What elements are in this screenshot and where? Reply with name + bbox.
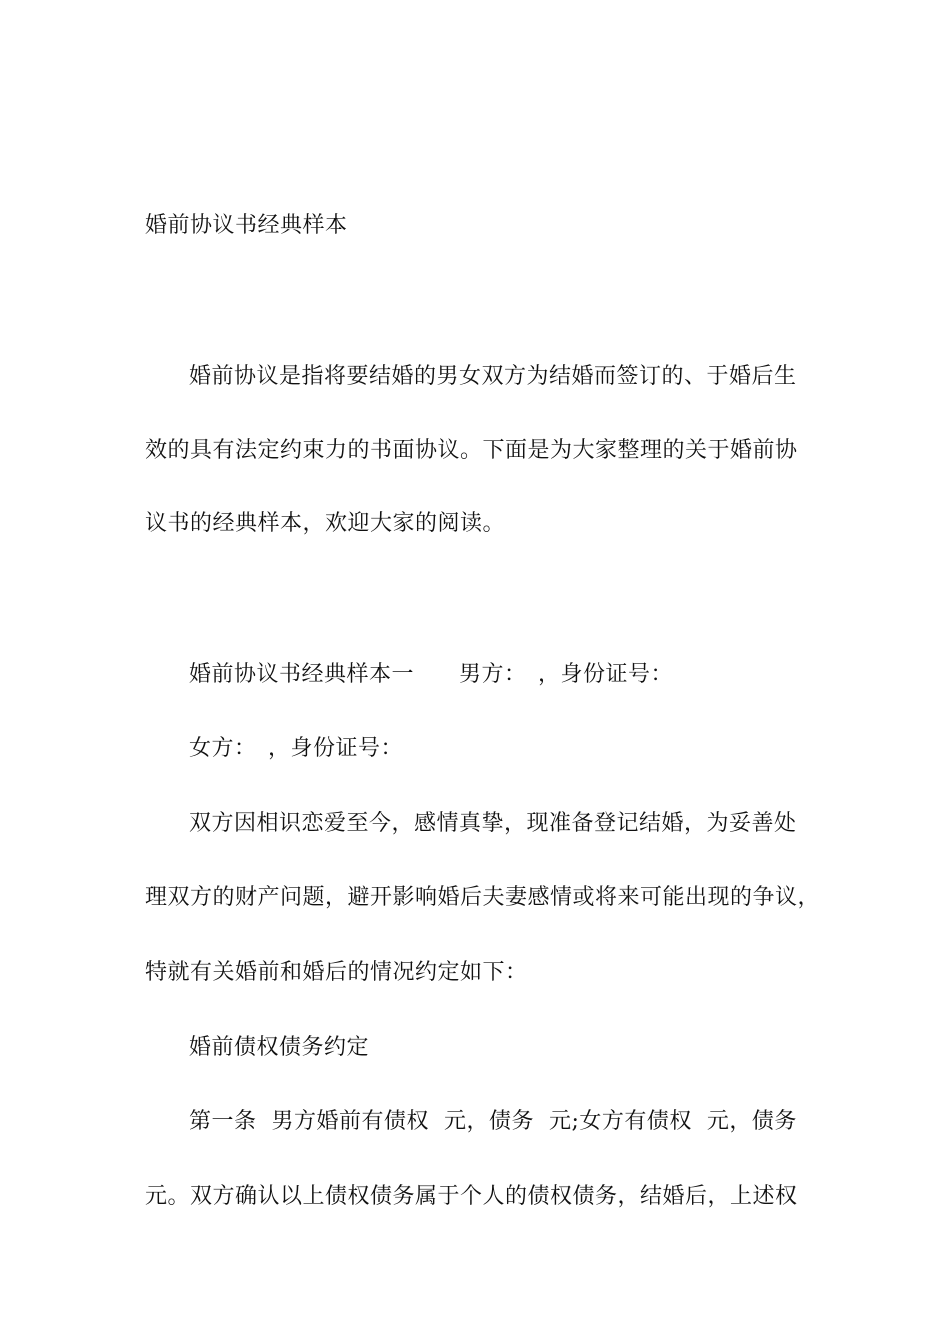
paragraph-1-line-2: 理双方的财产问题，避开影响婚后夫妻感情或将来可能出现的争议，: [145, 885, 821, 910]
document-title: 婚前协议书经典样本: [145, 213, 348, 238]
paragraph-1-line-3: 特就有关婚前和婚后的情况约定如下：: [145, 960, 528, 985]
intro-line-3: 议书的经典样本，欢迎大家的阅读。: [145, 511, 506, 536]
female-party-line: 女方： ，身份证号：: [189, 736, 404, 761]
intro-line-1: 婚前协议是指将要结婚的男女双方为结婚而签订的、于婚后生: [189, 364, 797, 389]
intro-line-2: 效的具有法定约束力的书面协议。下面是为大家整理的关于婚前协: [145, 438, 798, 463]
article-1-line-1: 第一条 男方婚前有债权 元，债务 元;女方有债权 元，债务: [189, 1109, 797, 1134]
section-heading: 婚前债权债务约定: [189, 1035, 370, 1060]
paragraph-1-line-1: 双方因相识恋爱至今，感情真挚，现准备登记结婚，为妥善处: [189, 811, 797, 836]
article-1-line-2: 元。双方确认以上债权债务属于个人的债权债务，结婚后，上述权: [145, 1184, 798, 1209]
sample-heading: 婚前协议书经典样本一 男方： ，身份证号：: [189, 662, 674, 687]
